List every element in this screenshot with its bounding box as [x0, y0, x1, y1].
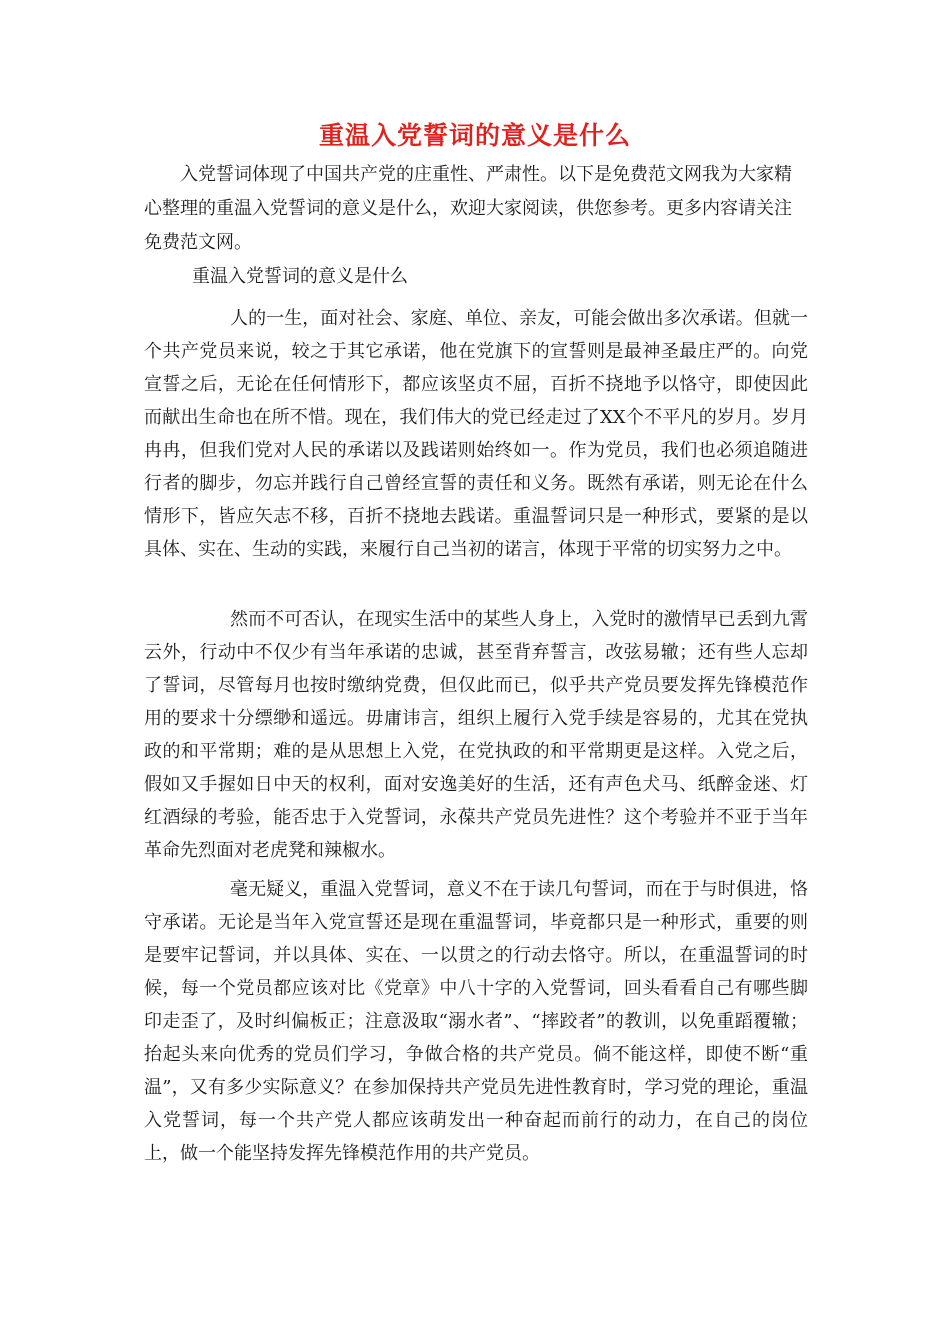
section-subheading: 重温入党誓词的意义是什么	[192, 266, 408, 287]
document-title: 重温入党誓词的意义是什么	[318, 121, 631, 150]
intro-paragraph: 入党誓词体现了中国共产党的庄重性、严肃性。以下是免费范文网我为大家精心整理的重温入党誓词的意义是什么，欢迎大家阅读，供您参考。更多内容请关注免费范文网。	[144, 164, 792, 253]
body-paragraph: 然而不可否认，在现实生活中的某些人身上，入党时的激情早已丢到九霄云外，行动中不仅少有当年承诺的忠诚，甚至背弃誓言，改弦易辙；还有些人忘却了誓词，尽管每月也按时缴纳党费，但仅此而已，似乎共产党员要发挥先锋模范作用的要求十分缥缈和遥远。毋庸讳言，组织上履行入党手续是容易的，尤其在党执政的和平常期；难的是从思想上入党，在党执政的和平常期更是这样。入党之后，假如又手握如日中天的权利，面对安逸美好的生活，还有声色犬马、纸醉金迷、灯红酒绿的考验，能否忠于入党誓词，永葆共产党员先进性？这个考验并不亚于当年革命先烈面对老虎凳和辣椒水。	[144, 609, 808, 861]
body-paragraph: 人的一生，面对社会、家庭、单位、亲友，可能会做出多次承诺。但就一个共产党员来说，较之于其它承诺，他在党旗下的宣誓则是最神圣最庄严的。向党宣誓之后，无论在任何情形下，都应该坚贞不屈，百折不挠地予以恪守，即使因此而献出生命也在所不惜。现在，我们伟大的党已经走过了XX个不平凡的岁月。岁月冉冉，但我们党对人民的承诺以及践诺则始终如一。作为党员，我们也必须追随进行者的脚步，勿忘并践行自己曾经宣誓的责任和义务。既然有承诺，则无论在什么情形下，皆应矢志不移，百折不挠地去践诺。重温誓词只是一种形式，要紧的是以具体、实在、生动的实践，来履行自己当初的诺言，体现于平常的切实努力之中。	[144, 308, 808, 560]
body-paragraph: 毫无疑义，重温入党誓词，意义不在于读几句誓词，而在于与时俱进，恪守承诺。无论是当年入党宣誓还是现在重温誓词，毕竟都只是一种形式，重要的则是要牢记誓词，并以具体、实在、一以贯之的行动去恪守。所以，在重温誓词的时候，每一个党员都应该对比《党章》中八十字的入党誓词，回头看看自己有哪些脚印走歪了，及时纠偏板正；注意汲取“溺水者”、“摔跤者”的教训，以免重蹈覆辙；抬起头来向优秀的党员们学习，争做合格的共产党员。倘不能这样，即使不断“重温”，又有多少实际意义？在参加保持共产党员先进性教育时，学习党的理论，重温入党誓词，每一个共产党人都应该萌发出一种奋起而前行的动力，在自己的岗位上，做一个能坚持发挥先锋模范作用的共产党员。	[144, 879, 808, 1164]
